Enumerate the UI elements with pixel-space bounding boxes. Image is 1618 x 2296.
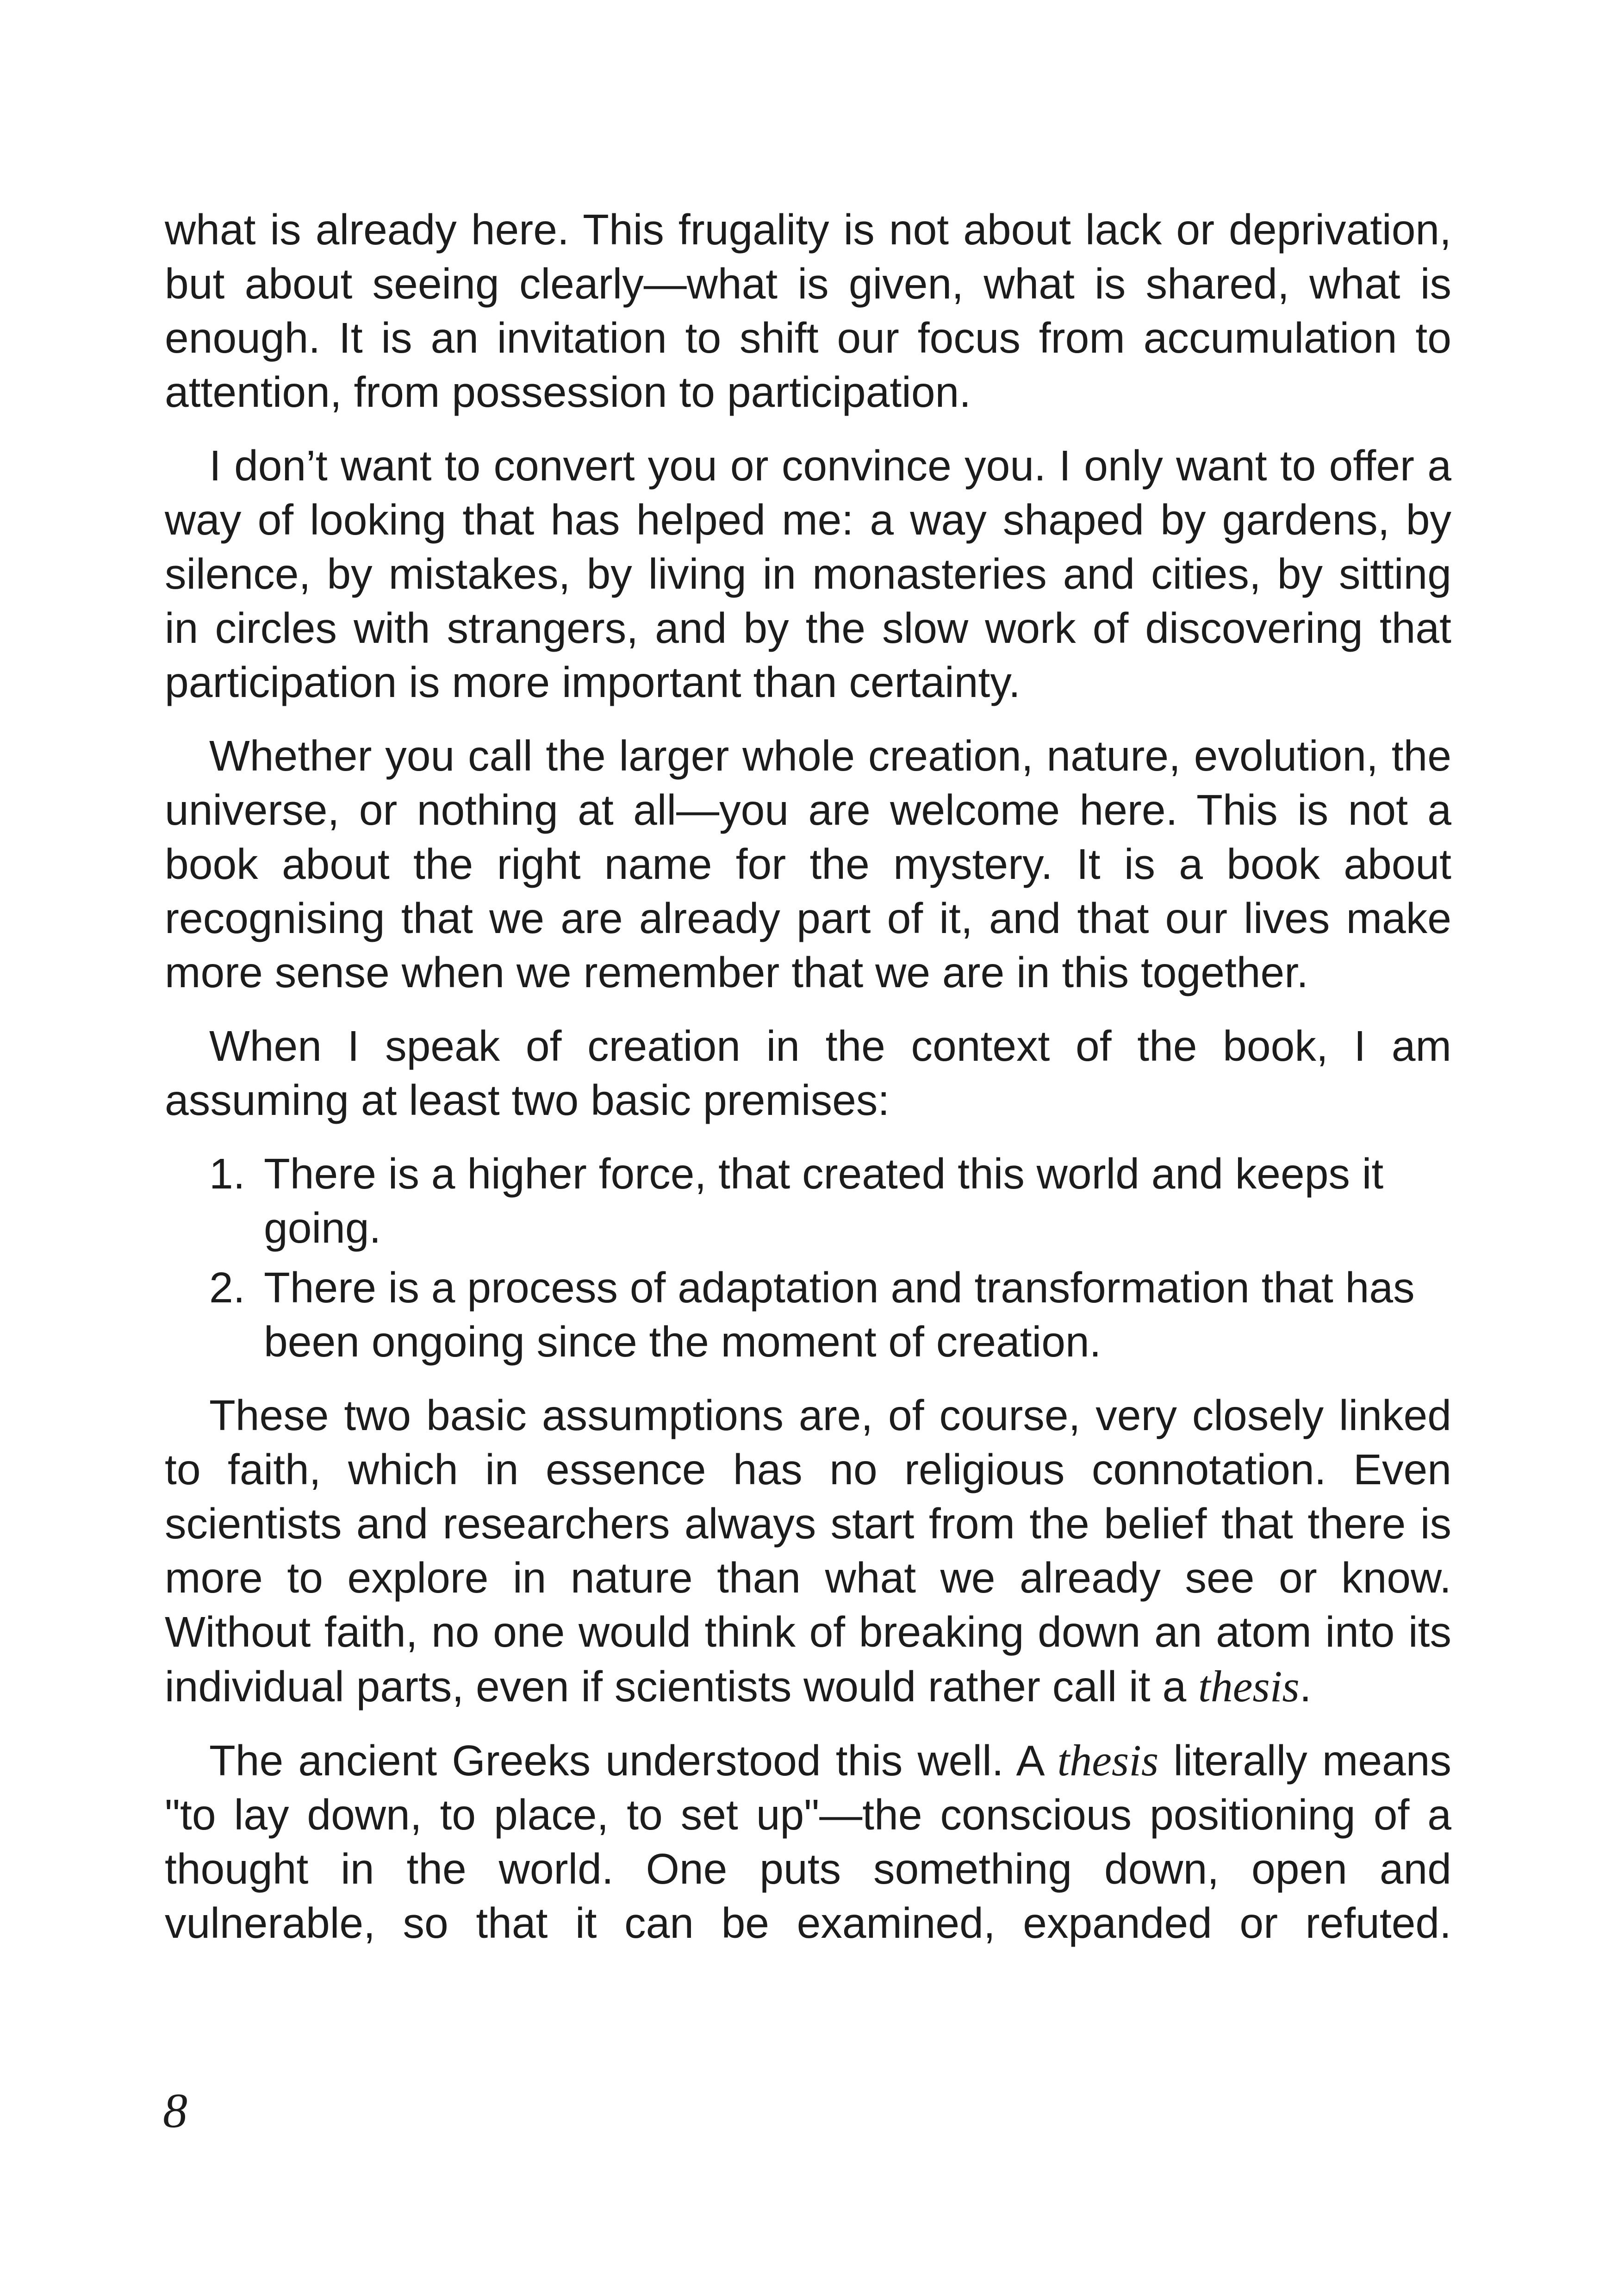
paragraph-premises-intro: When I speak of creation in the context of the book, I am assuming at least two basic premises:: [165, 1022, 1451, 1124]
paragraph-faith: [165, 1388, 1451, 1714]
body-text: [165, 203, 1451, 1950]
list-item: [165, 1147, 1451, 1255]
faith-text: These two basic assumptions are, of course, very closely linked to faith, which in essence has no religious connotation. Even scientists and researchers always start from the belief that there is more to explore in nature than what we already see or know. Without faith, no one would think of breaking down an atom into its individual parts, even if scientists would rather call it a: [165, 1391, 1451, 1711]
page-number: 8: [163, 2084, 187, 2138]
list-item-text: There is a process of adaptation and transformation that has been ongoing since the moment of creation.: [264, 1263, 1415, 1366]
greeks-text: literally means "to lay down, to place, to set up"—the conscious positioning of a thought in the world. One puts something down, open and vulnerable, so that it can be examined, expanded or refuted.: [165, 1736, 1451, 1947]
thesis-term: thesis: [1057, 1736, 1159, 1785]
list-item: [165, 1261, 1451, 1369]
greeks-text-start: The ancient Greeks understood this well. A: [209, 1736, 1058, 1785]
premises-list: [165, 1147, 1451, 1369]
faith-text-end: .: [1299, 1662, 1312, 1711]
list-item-text: There is a higher force, that created this world and keeps it going.: [264, 1150, 1384, 1252]
thesis-term: thesis: [1198, 1661, 1300, 1711]
paragraph-continuation: what is already here. This frugality is not about lack or deprivation, but about seeing clearly—what is given, what is shared, what is enough. It is an invitation to shift our focus from accumulation to attention, from possession to participation.: [165, 205, 1451, 416]
list-item-number: 2.: [209, 1263, 245, 1312]
paragraph-welcome: Whether you call the larger whole creation, nature, evolution, the universe, or nothing at all—you are welcome here. This is not a book about the right name for the mystery. It is a book about recognising that we are already part of it, and that our lives make more sense when we remember that we are in this together.: [165, 732, 1451, 996]
list-item-number: 1.: [209, 1150, 245, 1198]
paragraph-offer: I don’t want to convert you or convince you. I only want to offer a way of looking that has helped me: a way shaped by gardens, by silence, by mistakes, by living in monasteries and cities, by sitting in circles with strangers, and by the slow work of discovering that participation is more important than certainty.: [165, 442, 1451, 706]
paragraph-greeks: [165, 1733, 1451, 1950]
